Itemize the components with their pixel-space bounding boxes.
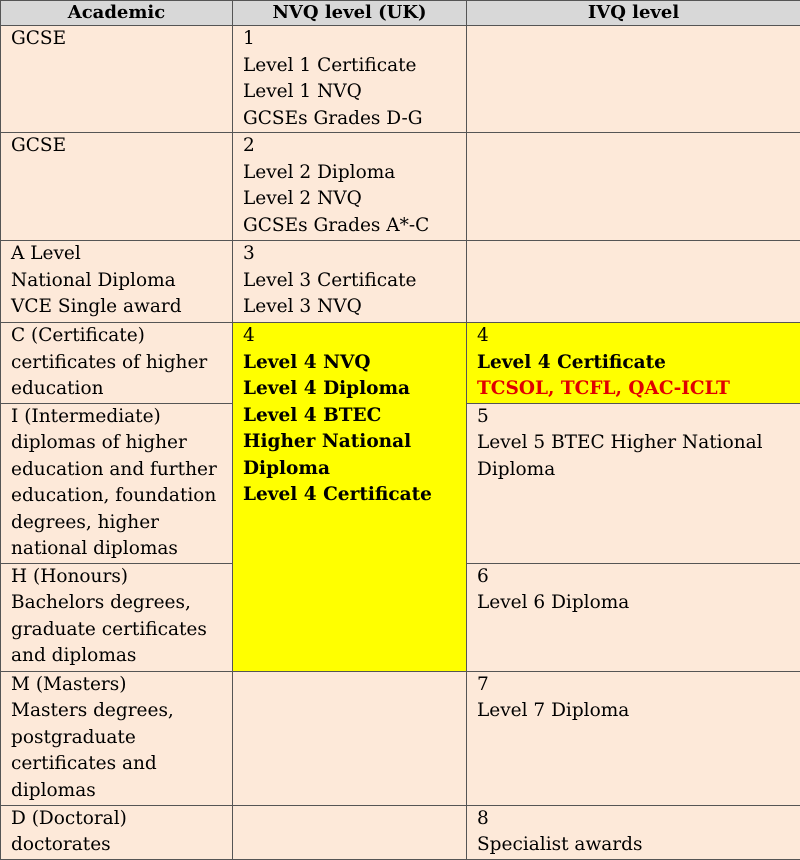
cell-line: Level 6 Diploma [477,590,800,617]
cell-line: Level 7 Diploma [477,698,800,725]
level-number: 4 [243,323,466,350]
cell-line: 8 [477,806,800,833]
header-ivq-level: IVQ level [467,1,800,26]
table-row [1,323,800,404]
cell-line: education and further [11,457,232,484]
cell-line: Level 4 Certificate [243,482,466,509]
academic-cell [1,805,233,859]
nvq-cell [233,26,467,133]
ivq-level4-highlight-cell [467,323,800,404]
cell-line: certificates of higher [11,350,232,377]
cell-line: National Diploma [11,268,232,295]
cell-line: 6 [477,564,800,591]
cell-line: 3 [243,241,466,268]
cell-line: Level 4 Diploma [243,376,466,403]
ivq-cell [467,26,800,133]
nvq-cell [233,241,467,323]
cell-line: VCE Single award [11,294,232,321]
cell-line: education, foundation [11,483,232,510]
cell-line: graduate certificates [11,617,232,644]
academic-cell [1,563,233,671]
nvq-cell [233,805,467,859]
cell-line: diplomas [11,778,232,805]
cell-line: Level 3 Certificate [243,268,466,295]
cell-line: diplomas of higher [11,430,232,457]
table-row [1,26,800,133]
cell-line: 1 [243,26,466,53]
cell-line: doctorates [11,832,232,859]
cell-line: 2 [243,133,466,160]
cell-line: Specialist awards [477,832,800,859]
cell-line: 5 [477,404,800,431]
table-row [1,133,800,241]
cell-line: Level 4 BTEC [243,403,466,430]
cell-line: Level 3 NVQ [243,294,466,321]
table-row [1,671,800,805]
cell-line: Level 1 Certificate [243,53,466,80]
nvq-level4-highlight-cell [233,323,467,672]
ivq-cell [467,563,800,671]
cell-line: GCSE [11,26,232,53]
cell-line: D (Doctoral) [11,806,232,833]
cell-line: and diplomas [11,643,232,670]
academic-cell [1,403,233,563]
nvq-cell [233,671,467,805]
cell-line: Level 4 NVQ [243,350,466,377]
cell-line: certificates and [11,751,232,778]
cell-line: Higher National [243,429,466,456]
cell-line: national diplomas [11,536,232,563]
cell-line: C (Certificate) [11,323,232,350]
table-row [1,805,800,859]
academic-cell [1,323,233,404]
level-number: 4 [477,323,800,350]
cell-line: I (Intermediate) [11,404,232,431]
cell-line: GCSE [11,133,232,160]
ivq-cell [467,671,800,805]
cell-line: Diploma [243,456,466,483]
cell-line: Masters degrees, [11,698,232,725]
header-academic: Academic [1,1,233,26]
table-row [1,241,800,323]
academic-cell [1,241,233,323]
cell-line: GCSEs Grades D-G [243,106,466,133]
academic-cell [1,26,233,133]
academic-cell [1,671,233,805]
header-nvq-level: NVQ level (UK) [233,1,467,26]
cell-line: M (Masters) [11,672,232,699]
cell-line: Level 2 NVQ [243,186,466,213]
ivq-cell [467,403,800,563]
nvq-cell [233,133,467,241]
ivq-cell [467,133,800,241]
cell-line: Bachelors degrees, [11,590,232,617]
highlighted-programs: TCSOL, TCFL, QAC-ICLT [477,376,800,403]
cell-line: postgraduate [11,725,232,752]
cell-line: education [11,376,232,403]
ivq-cell [467,241,800,323]
cell-line: 7 [477,672,800,699]
cell-line: GCSEs Grades A*-C [243,213,466,240]
cell-line: A Level [11,241,232,268]
cell-line: Level 5 BTEC Higher National [477,430,800,457]
cell-line: Diploma [477,457,800,484]
cell-line: H (Honours) [11,564,232,591]
header-row [1,1,800,26]
cell-line: Level 4 Certificate [477,350,800,377]
ivq-cell [467,805,800,859]
cell-line: Level 1 NVQ [243,79,466,106]
cell-line: degrees, higher [11,510,232,537]
academic-cell [1,133,233,241]
cell-line: Level 2 Diploma [243,160,466,187]
